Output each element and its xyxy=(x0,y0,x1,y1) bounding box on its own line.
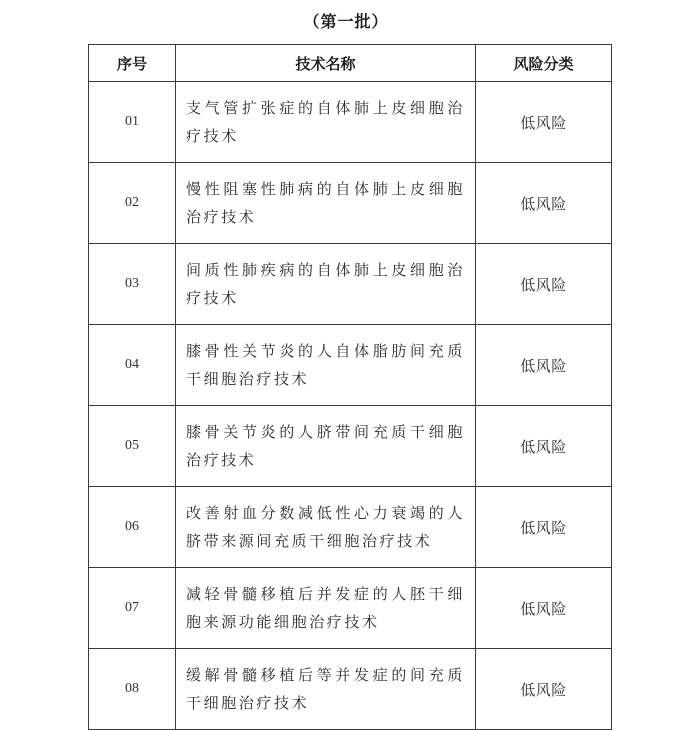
row-number: 03 xyxy=(89,244,176,325)
technology-name: 改善射血分数减低性心力衰竭的人脐带来源间充质干细胞治疗技术 xyxy=(176,487,476,568)
technology-name: 减轻骨髓移植后并发症的人胚干细胞来源功能细胞治疗技术 xyxy=(176,568,476,649)
risk-category: 低风险 xyxy=(476,244,612,325)
row-number: 08 xyxy=(89,649,176,730)
row-number: 01 xyxy=(89,82,176,163)
table-row xyxy=(89,163,612,244)
row-number: 04 xyxy=(89,325,176,406)
row-number: 06 xyxy=(89,487,176,568)
table-row xyxy=(89,82,612,163)
row-number: 05 xyxy=(89,406,176,487)
technology-name: 缓解骨髓移植后等并发症的间充质干细胞治疗技术 xyxy=(176,649,476,730)
risk-category: 低风险 xyxy=(476,325,612,406)
page-title: （第一批） xyxy=(303,12,389,31)
risk-category: 低风险 xyxy=(476,649,612,730)
risk-category: 低风险 xyxy=(476,163,612,244)
row-number: 07 xyxy=(89,568,176,649)
table-row xyxy=(89,244,612,325)
technology-name: 支气管扩张症的自体肺上皮细胞治疗技术 xyxy=(176,82,476,163)
table-row xyxy=(89,487,612,568)
table-row xyxy=(89,325,612,406)
table-row xyxy=(89,649,612,730)
column-header-number: 序号 xyxy=(89,45,176,82)
table-row xyxy=(89,406,612,487)
technology-name: 膝骨关节炎的人脐带间充质干细胞治疗技术 xyxy=(176,406,476,487)
table-header-row xyxy=(89,45,612,82)
column-header-technology-name: 技术名称 xyxy=(176,45,476,82)
technology-name: 间质性肺疾病的自体肺上皮细胞治疗技术 xyxy=(176,244,476,325)
column-header-risk-category: 风险分类 xyxy=(476,45,612,82)
row-number: 02 xyxy=(89,163,176,244)
technology-name: 膝骨性关节炎的人自体脂肪间充质干细胞治疗技术 xyxy=(176,325,476,406)
technology-table xyxy=(88,44,612,730)
risk-category: 低风险 xyxy=(476,487,612,568)
table-row xyxy=(89,568,612,649)
technology-name: 慢性阻塞性肺病的自体肺上皮细胞治疗技术 xyxy=(176,163,476,244)
risk-category: 低风险 xyxy=(476,82,612,163)
risk-category: 低风险 xyxy=(476,568,612,649)
risk-category: 低风险 xyxy=(476,406,612,487)
